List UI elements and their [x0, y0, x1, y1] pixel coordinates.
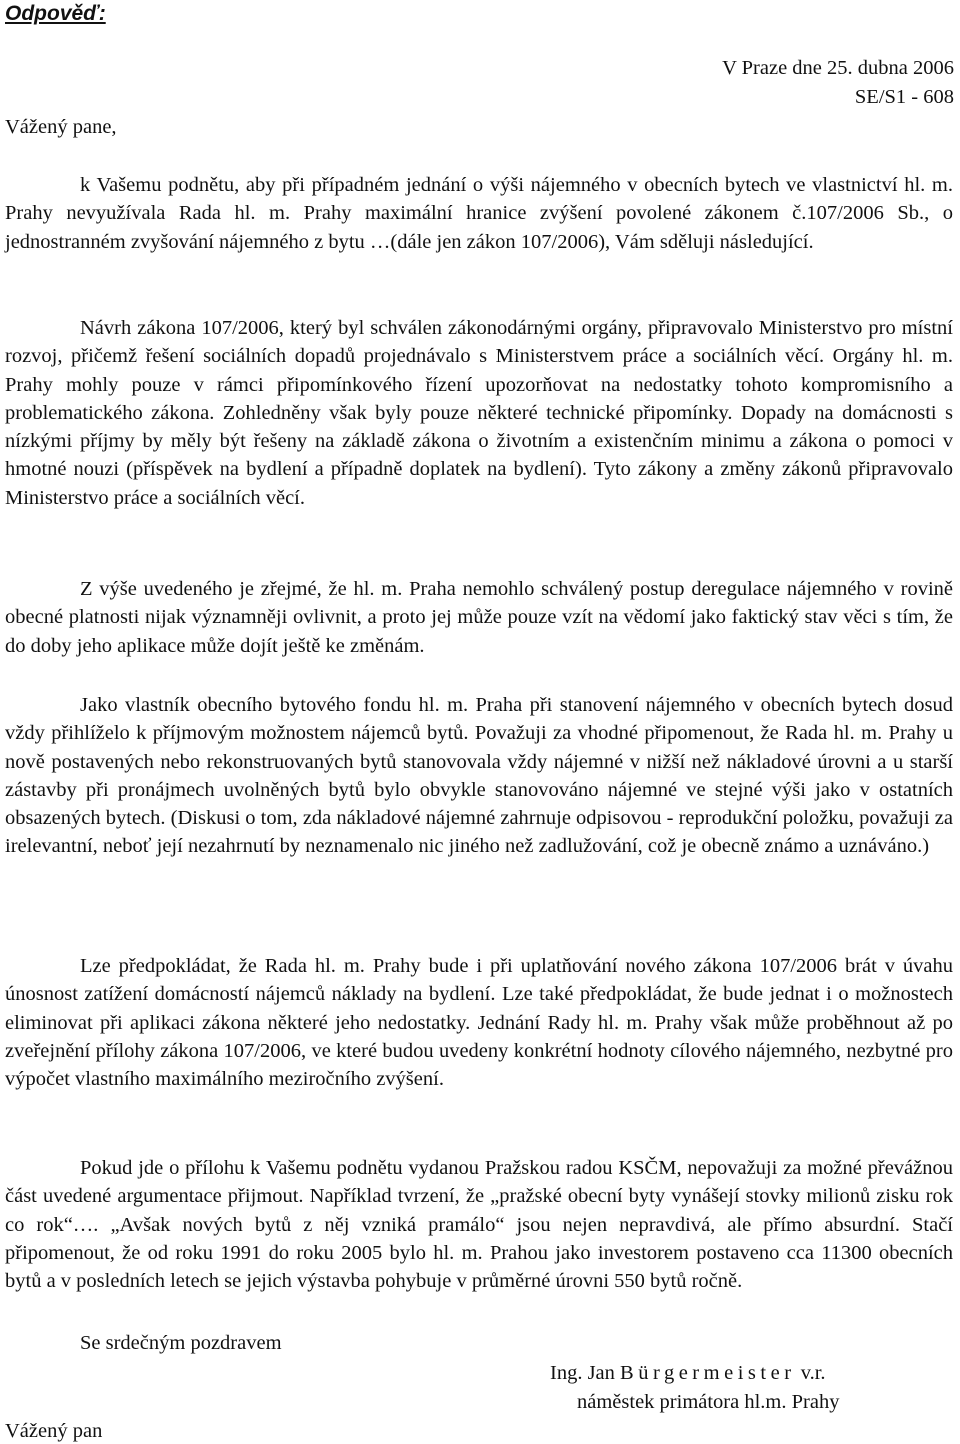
reference-number: SE/S1 - 608 — [854, 86, 954, 108]
reply-heading: Odpověď: — [5, 2, 106, 25]
addressee: Vážený pan — [5, 1420, 103, 1442]
salutation: Vážený pane, — [5, 116, 117, 138]
paragraph-4: Jako vlastník obecního bytového fondu hl. m. Praha při stanovení nájemného v obecních bytech dosud vždy přihlíželo k příjmovým možnostem nájemců bytů. Považuji za vhodné připomenout, že Rada hl. m. Prahy u nově postavených nebo rekonstruovaných bytů stanovovala vždy nájemné v nižší než nákladové úrovni a u starší zástavby při pronájmech uvolněných bytů bylo obvykle stanovováno nájemné ve stejné výši jako v ostatních obsazených bytech. (Diskusi o tom, zda nákladové nájemné zahrnuje odpisovou - reprodukční položku, považuji za irelevantní, neboť její nezahrnutí by neznamenalo nic jiného než zadlužování, což je obecně známo a uznáváno.) — [5, 694, 953, 858]
paragraph-5: Lze předpokládat, že Rada hl. m. Prahy bude i při uplatňování nového zákona 107/2006 brát v úvahu únosnost zatížení domácností nájemců náklady na bydlení. Lze také předpokládat, že bude jednat i o možnostech eliminovat při aplikaci zákona některé jeho nedostatky. Jednání Rady hl. m. Prahy však může proběhnout až po zveřejnění přílohy zákona 107/2006, ve které budou uvedeny konkrétní hodnoty cílového nájemného, nezbytné pro výpočet vlastního maximálního meziročního zvýšení. — [5, 955, 953, 1091]
signature-title: Ing. Jan — [550, 1362, 615, 1384]
paragraph-2: Návrh zákona 107/2006, který byl schválen zákonodárnými orgány, připravovalo Ministerstvo pro místní rozvoj, přičemž řešení sociálních dopadů projednávalo s Ministerstvem práce a sociálních věcí. Orgány hl. m. Prahy mohly pouze v rámci připomínkového řízení upozorňovat na nedostatky tohoto kompromisního a problematického zákona. Zohledněny však byly pouze některé technické připomínky. Dopady na domácnosti s nízkými příjmy by měly být řešeny na základě zákona o životním a existenčním minimu a zákona o pomoci v hmotné nouzi (příspěvek na bydlení a případně doplatek na bydlení). Tyto zákony a změny zákonů připravovalo Ministerstvo práce a sociálních věcí. — [5, 317, 953, 509]
signature-suffix: v.r. — [800, 1362, 826, 1384]
closing-greeting: Se srdečným pozdravem — [80, 1332, 282, 1354]
paragraph-3: Z výše uvedeného je zřejmé, že hl. m. Praha nemohlo schválený postup deregulace nájemného v rovině obecné platnosti nijak významněji ovlivnit, a proto jej může pouze vzít na vědomí jako faktický stav věci s tím, že do doby jeho aplikace může dojít ještě ke změnám. — [5, 578, 953, 657]
signature-name-line — [550, 1362, 826, 1385]
signature-name: Bürgermeister — [620, 1362, 796, 1384]
letter-date: V Praze dne 25. dubna 2006 — [722, 57, 954, 79]
paragraph-6: Pokud jde o přílohu k Vašemu podnětu vydanou Pražskou radou KSČM, nepovažuji za možné převážnou část uvedené argumentace přijmout. Například tvrzení, že „pražské obecní byty vynášejí stovky milionů zisku rok co rok“…. „Avšak nových bytů z něj vzniká pramálo“ jsou nejen nepravdivá, ale přímo absurdní. Stačí připomenout, že od roku 1991 do roku 2005 bylo hl. m. Prahou jako investorem postaveno cca 11300 obecních bytů a v posledních letech se jejich výstavba pohybuje v průměrné úrovni 550 bytů ročně. — [5, 1157, 953, 1293]
paragraph-1: k Vašemu podnětu, aby při případném jednání o výši nájemného v obecních bytech ve vlastnictví hl. m. Prahy nevyužívala Rada hl. m. Prahy maximální hranice zvýšení povolené zákonem č.107/2006 Sb., o jednostranném zvyšování nájemného z bytu …(dále jen zákon 107/2006), Vám sděluji následující. — [5, 174, 953, 253]
signature-position: náměstek primátora hl.m. Prahy — [577, 1391, 840, 1413]
